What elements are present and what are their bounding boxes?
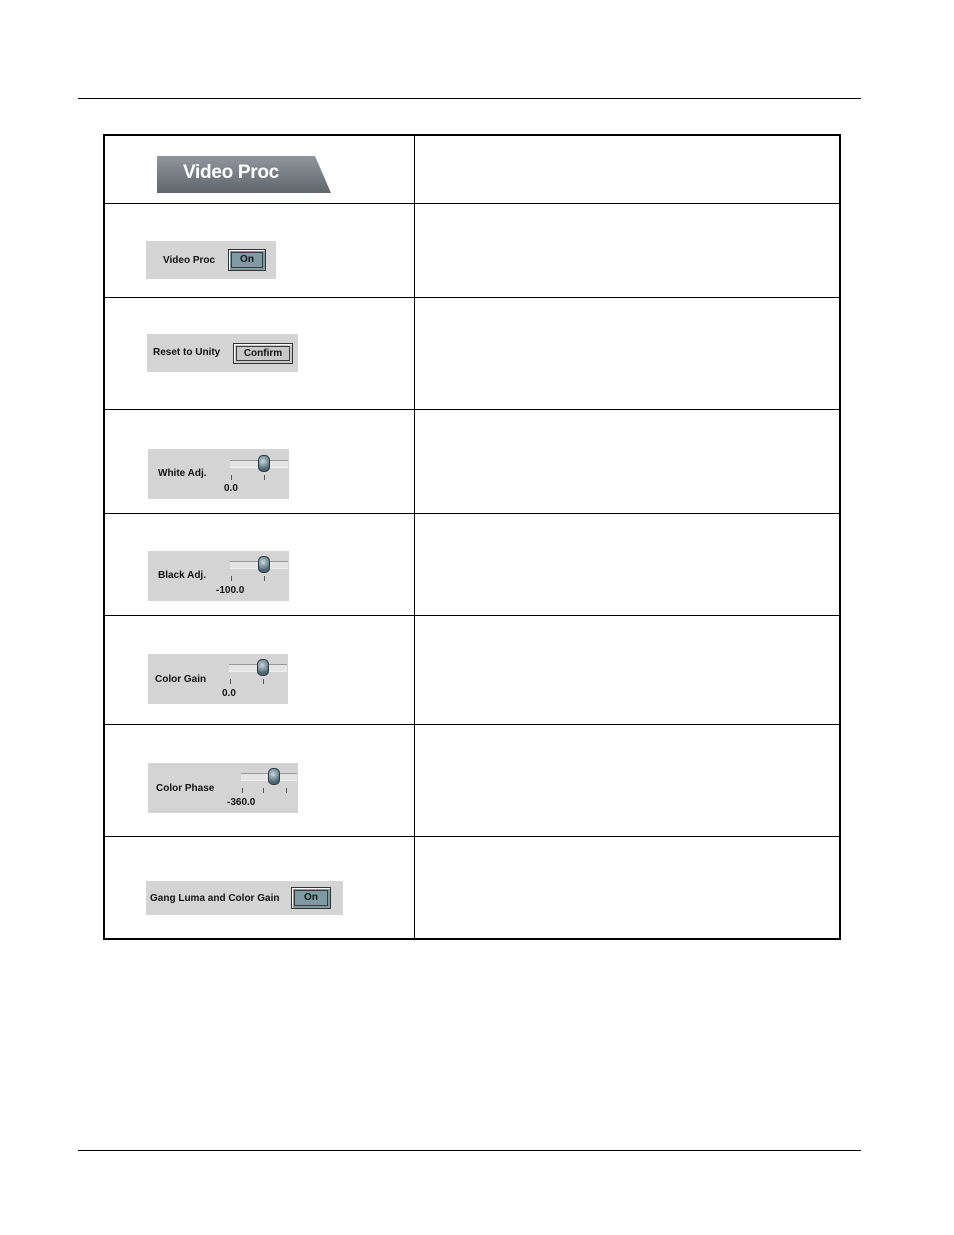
color-gain-slider-knob[interactable] bbox=[257, 659, 269, 676]
gang-luma-on-button[interactable] bbox=[291, 887, 331, 909]
color-gain-value: 0.0 bbox=[222, 688, 236, 699]
video-proc-on-label: On bbox=[240, 254, 254, 265]
gang-luma-label: Gang Luma and Color Gain bbox=[150, 893, 280, 904]
slider-tick bbox=[286, 788, 287, 793]
white-adj-control bbox=[148, 449, 289, 499]
table-row bbox=[105, 837, 839, 938]
black-adj-control bbox=[148, 551, 289, 601]
footer-rule bbox=[78, 1150, 861, 1151]
header-rule bbox=[78, 98, 861, 99]
black-adj-slider-knob[interactable] bbox=[258, 556, 270, 573]
column-divider bbox=[414, 837, 415, 938]
video-proc-control bbox=[146, 241, 276, 279]
table-row bbox=[105, 514, 839, 616]
table-row bbox=[105, 725, 839, 837]
color-gain-label: Color Gain bbox=[155, 674, 207, 685]
black-adj-value: -100.0 bbox=[216, 585, 245, 596]
column-divider bbox=[414, 298, 415, 409]
gang-luma-on-label: On bbox=[304, 892, 318, 903]
confirm-button[interactable] bbox=[233, 343, 293, 364]
parameter-table bbox=[103, 134, 841, 940]
slider-tick bbox=[230, 679, 231, 684]
reset-to-unity-control bbox=[147, 334, 298, 372]
table-row bbox=[105, 616, 839, 725]
slider-tick bbox=[263, 679, 264, 684]
white-adj-slider-knob[interactable] bbox=[258, 455, 270, 472]
video-proc-tab[interactable] bbox=[157, 156, 331, 193]
confirm-label: Confirm bbox=[243, 348, 283, 359]
column-divider bbox=[414, 410, 415, 513]
video-proc-label: Video Proc bbox=[163, 255, 216, 266]
slider-tick bbox=[231, 576, 232, 581]
black-adj-label: Black Adj. bbox=[158, 570, 206, 581]
column-divider bbox=[414, 514, 415, 615]
column-divider bbox=[414, 204, 415, 297]
tab-label: Video Proc bbox=[183, 162, 279, 183]
column-divider bbox=[414, 725, 415, 836]
color-gain-control bbox=[148, 654, 288, 704]
color-phase-control bbox=[148, 763, 298, 813]
color-phase-label: Color Phase bbox=[156, 783, 215, 794]
column-divider bbox=[414, 616, 415, 724]
video-proc-on-button[interactable] bbox=[228, 249, 266, 271]
table-row bbox=[105, 298, 839, 410]
color-phase-slider-knob[interactable] bbox=[268, 768, 280, 785]
tab-corner bbox=[315, 156, 331, 193]
white-adj-label: White Adj. bbox=[158, 468, 207, 479]
slider-tick bbox=[242, 788, 243, 793]
table-row bbox=[105, 136, 839, 204]
column-divider bbox=[414, 136, 415, 203]
color-phase-value: -360.0 bbox=[227, 797, 256, 808]
slider-tick bbox=[263, 788, 264, 793]
gang-luma-control bbox=[146, 881, 343, 915]
white-adj-value: 0.0 bbox=[224, 483, 238, 494]
slider-tick bbox=[264, 576, 265, 581]
table-row bbox=[105, 204, 839, 298]
table-row bbox=[105, 410, 839, 514]
slider-tick bbox=[264, 475, 265, 480]
slider-tick bbox=[231, 475, 232, 480]
reset-to-unity-label: Reset to Unity bbox=[153, 347, 221, 358]
